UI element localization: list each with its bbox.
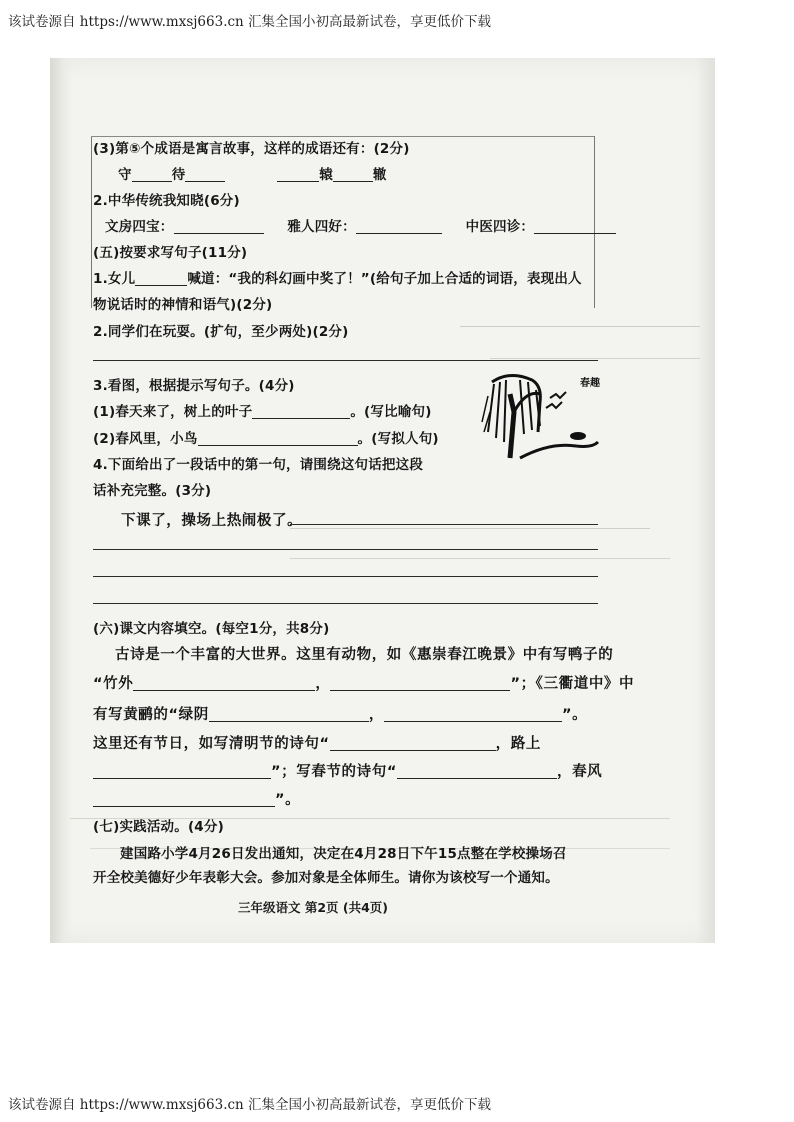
q3-2-prefix: (2)春风里，小鸟 — [93, 431, 198, 447]
sec5-q1-cont: 物说话时的神情和语气)(2分) — [93, 297, 273, 313]
poem-blank[interactable] — [209, 707, 369, 722]
q4-answer-line[interactable] — [93, 576, 598, 577]
sec5-q4-a: 4.下面给出了一段话中的第一句，请围绕这句话把这段 — [93, 457, 424, 473]
poem-blank[interactable] — [330, 736, 496, 751]
poem-end: ”。 — [275, 792, 301, 808]
q4-answer-line[interactable] — [290, 524, 598, 525]
page-shadow-left — [50, 58, 72, 943]
stone-icon — [570, 432, 586, 440]
sec5-q3-1 — [93, 400, 432, 420]
illustration-caption: 春趣 — [580, 378, 600, 389]
poem-blank[interactable] — [93, 792, 275, 807]
q3-idiom-row — [118, 163, 387, 183]
poem-blank[interactable] — [384, 707, 562, 722]
q3-1-prefix: (1)春天来了，树上的叶子 — [93, 404, 253, 420]
sec7-line2: 开全校美德好少年表彰大会。参加对象是全体师生。请你为该校写一个通知。 — [93, 870, 559, 886]
sec7-title: (七)实践活动。(4分) — [93, 819, 224, 835]
poem-prefix: 这里还有节日，如写清明节的诗句“ — [93, 736, 330, 752]
poem-prefix: “竹外 — [93, 676, 134, 692]
sec6-line6 — [93, 788, 300, 809]
sec5-q2: 2.同学们在玩耍。(扩句，至少两处)(2分) — [93, 324, 349, 340]
sec5-q1 — [93, 267, 582, 287]
answer-blank[interactable] — [135, 271, 187, 286]
bird-icon — [546, 392, 566, 408]
sec6-line5 — [93, 760, 602, 781]
idiom-blank[interactable] — [185, 167, 225, 182]
q1-prefix: 1.女儿 — [93, 271, 136, 287]
poem-suffix: ”。 — [561, 707, 588, 723]
sec5-q4-start: 下课了，操场上热闹极了。 — [121, 513, 303, 529]
q1-text: 喊道：“我的科幻画中奖了！”(给句子加上合适的词语，表现出人 — [187, 271, 582, 287]
answer-blank[interactable] — [534, 219, 616, 234]
q4-answer-line[interactable] — [93, 549, 598, 550]
idiom-blank[interactable] — [333, 167, 373, 182]
poem-blank[interactable] — [330, 676, 510, 691]
bleed-line — [460, 326, 700, 327]
idiom-blank[interactable] — [132, 167, 172, 182]
sec6-title: (六)课文内容填空。(每空1分，共8分) — [93, 621, 330, 637]
comma: ， — [315, 676, 331, 692]
q3-2-suffix: 。(写拟人句) — [357, 431, 439, 447]
poem-blank[interactable] — [93, 764, 271, 779]
poem-suffix: ，春风 — [556, 764, 603, 780]
poem-blank[interactable] — [397, 764, 557, 779]
willow-tree-icon — [482, 375, 540, 458]
idiom-blank[interactable] — [277, 167, 319, 182]
idiom1-char-b: 待 — [171, 167, 186, 183]
idiom1-char-a: 守 — [118, 167, 132, 183]
idiom2-char-a: 辕 — [319, 167, 333, 183]
label-zhongyi: 中医四诊： — [465, 219, 535, 235]
q2-answer-line[interactable] — [93, 360, 598, 361]
poem-blank[interactable] — [133, 676, 315, 691]
label-yaren: 雅人四好： — [287, 219, 356, 235]
sec6-line2 — [93, 672, 634, 693]
bleed-line — [490, 358, 700, 359]
q4-answer-line[interactable] — [93, 603, 598, 604]
source-banner-bottom: 该试卷源自 https://www.mxsj663.cn 汇集全国小初高最新试卷，享更低价下载 — [8, 1097, 492, 1113]
page-footer: 三年级语文 第2页 (共4页) — [238, 900, 389, 915]
poem-prefix: 有写黄鹂的“绿阴 — [93, 707, 209, 723]
sec5-title: (五)按要求写句子(11分) — [93, 245, 248, 261]
sec5-q3-2 — [93, 427, 439, 447]
answer-blank[interactable] — [174, 219, 264, 234]
spring-illustration — [480, 372, 602, 460]
sec6-line3 — [93, 703, 587, 724]
comma: ， — [368, 707, 384, 723]
q3-title: (3)第⑤个成语是寓言故事，这样的成语还有：(2分) — [93, 141, 410, 157]
answer-blank[interactable] — [252, 404, 350, 419]
sec5-q3: 3.看图，根据提示写句子。(4分) — [93, 378, 295, 394]
idiom2-char-b: 辙 — [372, 167, 387, 183]
bleed-line — [290, 558, 670, 559]
page-shadow-right — [697, 58, 715, 943]
sec2-title: 2.中华传统我知晓(6分) — [93, 193, 240, 209]
sec2-row — [105, 215, 616, 235]
poem-prefix: ”；写春节的诗句“ — [271, 764, 397, 780]
bleed-line — [290, 528, 650, 529]
sec6-line1: 古诗是一个丰富的大世界。这里有动物，如《惠崇春江晚景》中有写鸭子的 — [115, 647, 614, 663]
poem-suffix: ”；《三衢道中》中 — [510, 676, 635, 692]
box-left-border — [91, 136, 92, 308]
answer-blank[interactable] — [198, 431, 358, 446]
label-wenfang: 文房四宝： — [105, 219, 174, 235]
sec7-line1: 建国路小学4月26日发出通知，决定在4月28日下午15点整在学校操场召 — [120, 846, 567, 862]
poem-suffix: ，路上 — [495, 736, 541, 752]
q3-1-suffix: 。(写比喻句) — [350, 404, 432, 420]
source-banner-top: 该试卷源自 https://www.mxsj663.cn 汇集全国小初高最新试卷，享更低价下载 — [8, 14, 492, 30]
ground-line — [520, 442, 598, 458]
sec5-q4-b: 话补充完整。(3分) — [93, 483, 212, 499]
answer-blank[interactable] — [356, 219, 442, 234]
sec6-line4 — [93, 732, 541, 753]
